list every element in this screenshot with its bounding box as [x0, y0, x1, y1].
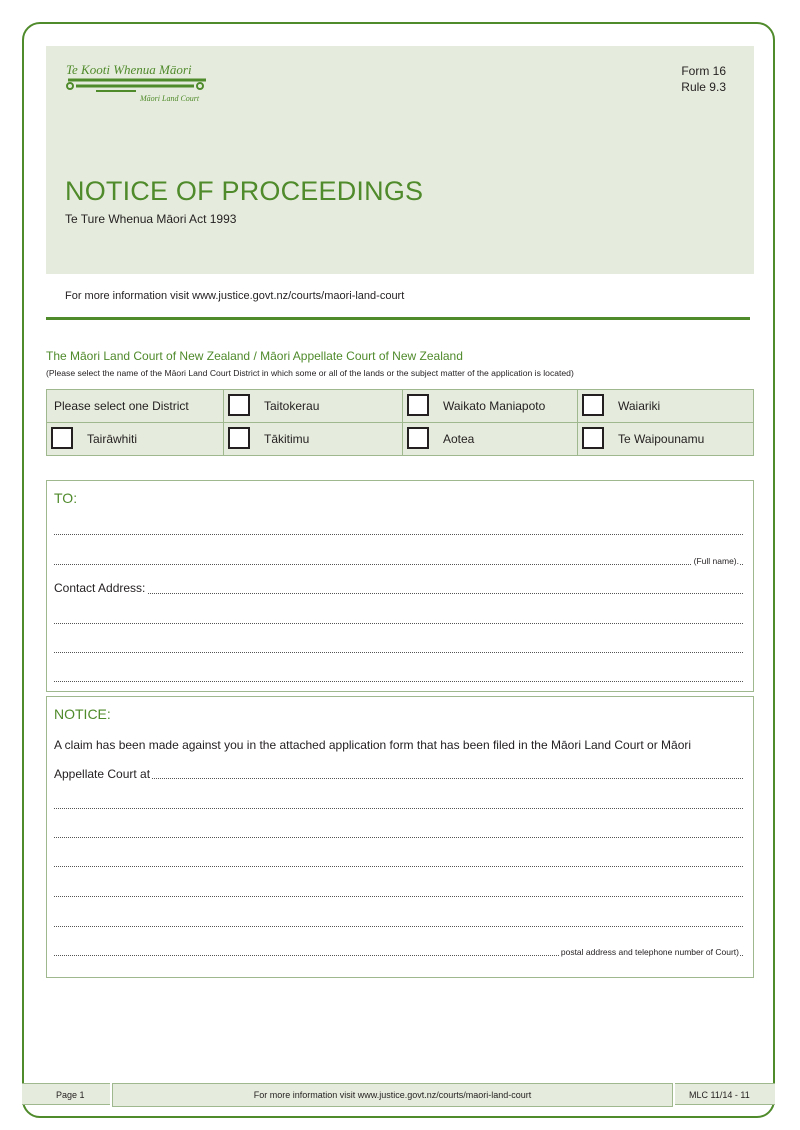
district-label: Waiariki — [618, 399, 661, 413]
district-selector — [46, 389, 754, 456]
district-label: Tākitimu — [264, 432, 310, 446]
district-label: Aotea — [443, 432, 475, 446]
torn-edge-decoration — [46, 258, 754, 278]
page-title: NOTICE OF PROCEEDINGS — [65, 176, 424, 206]
district-label: Taitokerau — [264, 399, 320, 413]
notice-text-line-2: Appellate Court at — [54, 767, 151, 781]
district-label: Tairāwhiti — [87, 432, 138, 446]
district-option-takitimu[interactable] — [224, 423, 402, 455]
contact-address-line-3[interactable] — [54, 651, 743, 653]
logo-subtitle: Māori Land Court — [140, 94, 200, 103]
address-line-1[interactable] — [54, 807, 743, 809]
rule-number: Rule 9.3 — [681, 80, 726, 94]
notice-section — [46, 696, 754, 978]
district-option-tairawhiti[interactable] — [47, 423, 223, 455]
checkbox[interactable] — [51, 427, 73, 449]
district-label: Waikato Maniapoto — [443, 399, 546, 413]
name-line-1[interactable] — [54, 533, 743, 535]
to-heading: TO: — [54, 490, 78, 506]
form-number: Form 16 — [681, 64, 726, 78]
checkbox[interactable] — [582, 394, 604, 416]
contact-address-label: Contact Address: — [54, 581, 146, 595]
form-code: MLC 11/14 - 11 — [675, 1083, 775, 1105]
to-section — [46, 480, 754, 692]
page-number: Page 1 — [22, 1083, 110, 1105]
district-option-waiariki[interactable] — [578, 390, 753, 422]
court-title: The Māori Land Court of New Zealand / Māori Appellate Court of New Zealand — [46, 349, 463, 363]
address-line-4[interactable] — [54, 895, 743, 897]
address-line-3[interactable] — [54, 865, 743, 867]
form-identifier — [681, 63, 726, 95]
address-note: postal address and telephone number of Court) — [560, 947, 739, 957]
contact-address-line-4[interactable] — [54, 680, 743, 682]
page-subtitle: Te Ture Whenua Māori Act 1993 — [65, 212, 237, 226]
district-option-waikato-maniapoto[interactable] — [403, 390, 577, 422]
notice-text-line-1: A claim has been made against you in the attached application form that has been filed in the Māori Land Court or Māori — [54, 738, 692, 752]
contact-address-line-1[interactable] — [54, 592, 743, 594]
info-line: For more information visit www.justice.govt.nz/courts/maori-land-court — [65, 290, 405, 302]
contact-address-line-2[interactable] — [54, 622, 743, 624]
checkbox[interactable] — [228, 394, 250, 416]
full-name-note: (Full name). — [693, 556, 739, 566]
logo-title: Te Kooti Whenua Māori — [66, 62, 192, 77]
address-line-5[interactable] — [54, 925, 743, 927]
name-line-2[interactable] — [54, 563, 743, 565]
district-option-te-waipounamu[interactable] — [578, 423, 753, 455]
district-option-taitokerau[interactable] — [224, 390, 402, 422]
district-select-label: Please select one District — [54, 399, 189, 413]
address-line-2[interactable] — [54, 836, 743, 838]
checkbox[interactable] — [228, 427, 250, 449]
checkbox[interactable] — [407, 427, 429, 449]
court-location-line[interactable] — [54, 777, 743, 779]
court-logo — [66, 62, 211, 106]
notice-heading: NOTICE: — [54, 706, 111, 722]
divider — [46, 317, 750, 320]
court-note: (Please select the name of the Māori Land Court District in which some or all of the lands or the subject matter of the application is located) — [46, 368, 574, 378]
footer — [22, 1083, 775, 1107]
logo-mark-icon — [66, 76, 211, 94]
checkbox[interactable] — [407, 394, 429, 416]
footer-info: For more information visit www.justice.govt.nz/courts/maori-land-court — [112, 1083, 673, 1107]
checkbox[interactable] — [582, 427, 604, 449]
district-option-aotea[interactable] — [403, 423, 577, 455]
district-label: Te Waipounamu — [618, 432, 705, 446]
